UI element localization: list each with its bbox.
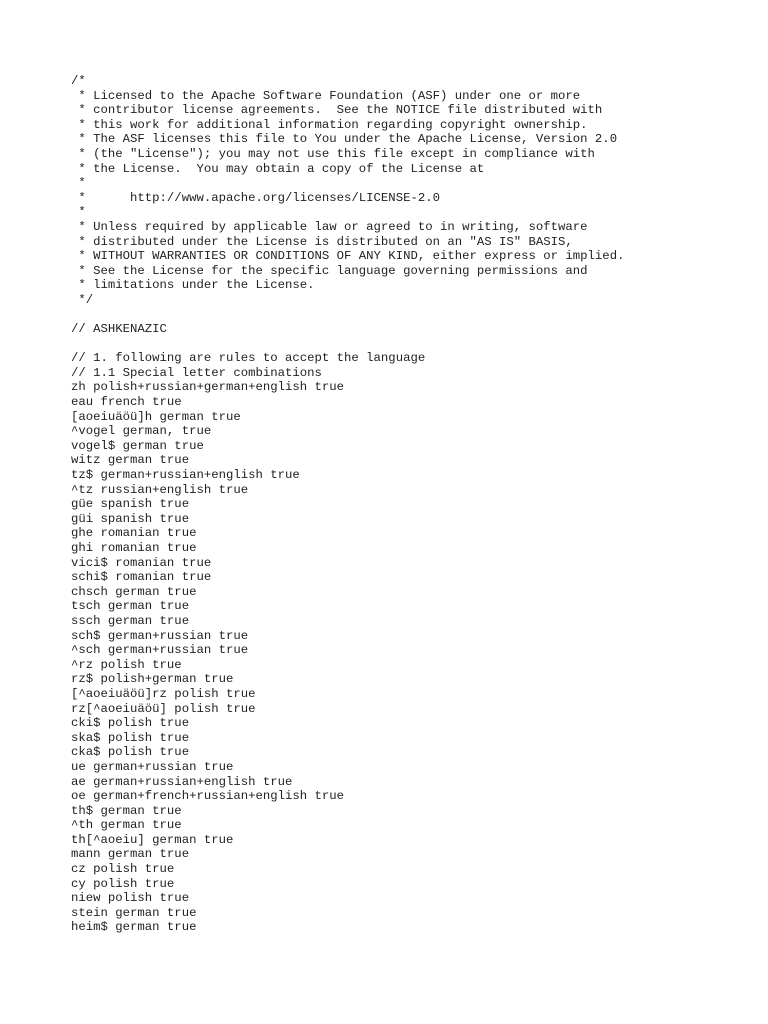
code-line: th[^aoeiu] german true [71, 832, 234, 847]
code-line: tz$ german+russian+english true [71, 468, 300, 483]
code-line: */ [71, 292, 94, 307]
code-line: * Licensed to the Apache Software Foundation (ASF) under one or more [71, 88, 581, 103]
code-line: * The ASF licenses this file to You under the Apache License, Version 2.0 [71, 132, 618, 147]
code-line: ue german+russian true [71, 759, 234, 774]
code-line: th$ german true [71, 803, 182, 818]
code-line: * See the License for the specific language governing permissions and [71, 263, 588, 278]
code-line: eau french true [71, 395, 182, 410]
code-line: * contributor license agreements. See the NOTICE file distributed with [71, 103, 603, 118]
code-line: vici$ romanian true [71, 555, 212, 570]
code-line: // 1.1 Special letter combinations [71, 365, 322, 380]
code-line: niew polish true [71, 891, 190, 906]
code-line: * limitations under the License. [71, 278, 315, 293]
code-line: * (the "License"); you may not use this file except in compliance with [71, 146, 595, 161]
code-line: [^aoeiuäöü]rz polish true [71, 686, 256, 701]
code-line: ^vogel german, true [71, 424, 212, 439]
code-line: * this work for additional information regarding copyright ownership. [71, 117, 588, 132]
code-line: * Unless required by applicable law or agreed to in writing, software [71, 219, 588, 234]
code-line: cz polish true [71, 862, 175, 877]
code-line: schi$ romanian true [71, 570, 212, 585]
code-line: cy polish true [71, 876, 175, 891]
code-line: * [71, 205, 86, 220]
code-line: ska$ polish true [71, 730, 190, 745]
code-line: ^rz polish true [71, 657, 182, 672]
code-line: güi spanish true [71, 511, 190, 526]
code-line: chsch german true [71, 584, 197, 599]
code-line: vogel$ german true [71, 438, 204, 453]
code-line: ^th german true [71, 818, 182, 833]
code-line: mann german true [71, 847, 190, 862]
code-line: ^tz russian+english true [71, 482, 249, 497]
code-line: heim$ german true [71, 920, 197, 935]
code-line: ghi romanian true [71, 541, 197, 555]
code-line: oe german+french+russian+english true [71, 789, 345, 804]
code-line: ghe romanian true [71, 526, 197, 541]
code-line: // ASHKENAZIC [71, 322, 167, 337]
code-line: rz$ polish+german true [71, 672, 234, 687]
code-line: ssch german true [71, 613, 190, 628]
code-line: stein german true [71, 905, 197, 920]
code-line: * distributed under the License is distributed on an "AS IS" BASIS, [71, 234, 573, 249]
code-line: zh polish+russian+german+english true [71, 380, 345, 395]
code-line: // 1. following are rules to accept the language [71, 351, 426, 366]
code-line: cka$ polish true [71, 745, 190, 760]
code-line: * WITHOUT WARRANTIES OR CONDITIONS OF ANY KIND, either express or implied. [71, 249, 625, 264]
code-line: /* [71, 74, 86, 88]
code-line: sch$ german+russian true [71, 628, 249, 643]
code-line: cki$ polish true [71, 716, 190, 731]
code-line: * http://www.apache.org/licenses/LICENSE-2.0 [71, 190, 440, 205]
code-line: güe spanish true [71, 497, 190, 512]
code-line: ^sch german+russian true [71, 643, 249, 658]
code-line: [aoeiuäöü]h german true [71, 409, 241, 424]
code-line: ae german+russian+english true [71, 774, 293, 789]
code-line: rz[^aoeiuäöü] polish true [71, 701, 256, 716]
code-line: * the License. You may obtain a copy of the License at [71, 161, 485, 176]
code-line [71, 337, 624, 352]
code-line: tsch german true [71, 599, 190, 614]
code-line: * [71, 176, 86, 191]
code-line [71, 308, 624, 323]
code-line: witz german true [71, 453, 190, 468]
code-text-block [71, 74, 624, 935]
